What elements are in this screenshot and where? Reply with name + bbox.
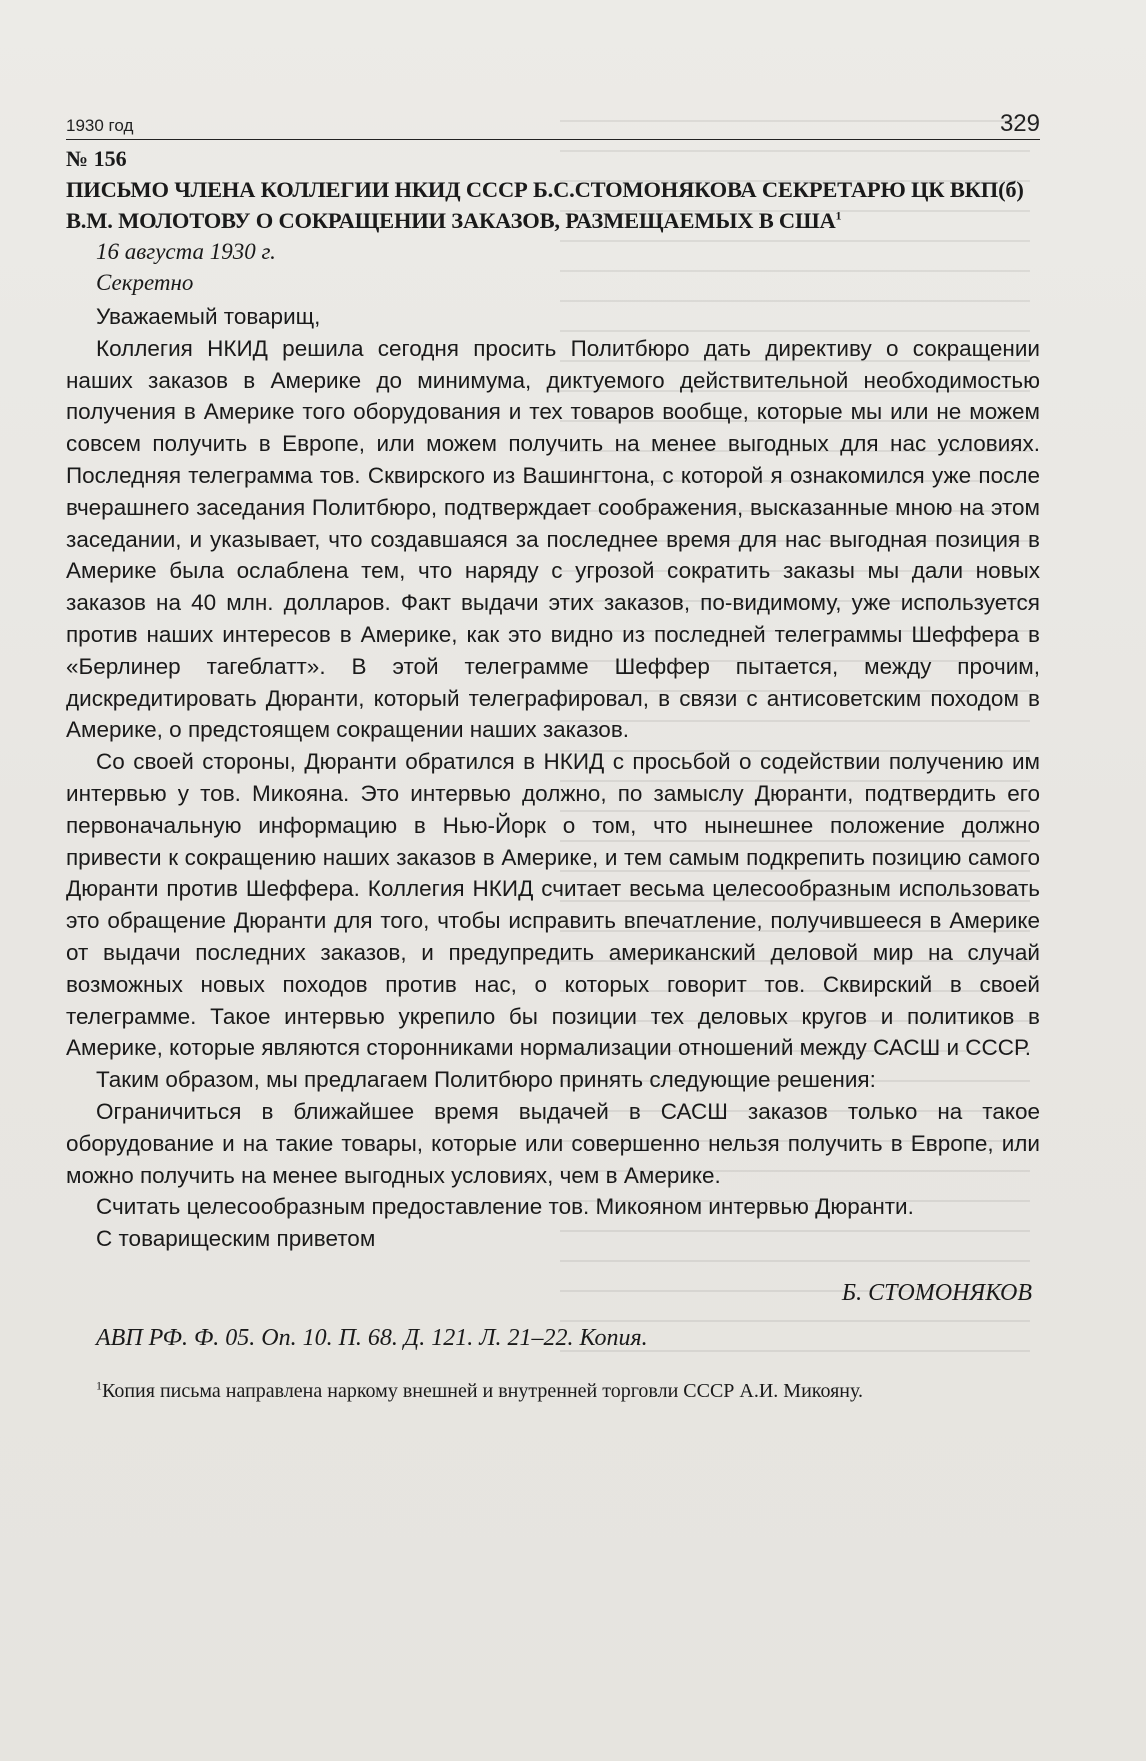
document-number: № 156 <box>66 146 127 171</box>
page-number: 329 <box>999 110 1040 137</box>
running-header-year: 1930 год <box>66 116 134 135</box>
paragraph: Таким образом, мы предлагаем Политбюро принять следующие решения: <box>96 1067 876 1093</box>
footnote-text: Копия письма направлена наркому внешней и внутренней торговли СССР А.И. Микояну. <box>102 1379 864 1402</box>
paragraph: Ограничиться в ближайшее время выдачей в САСШ заказов только на такое оборудование и на такие товары, которые или совершенно нельзя получить в Европе, или можно получить на менее выгодных условиях, чем в Америке. <box>66 1098 1040 1188</box>
letter-body <box>66 301 1040 1255</box>
paragraph-closing: С товарищеским приветом <box>96 1226 376 1252</box>
footnote <box>66 1378 1040 1405</box>
document-title <box>66 174 1040 236</box>
document-title-text: ПИСЬМО ЧЛЕНА КОЛЛЕГИИ НКИД СССР Б.С.СТОМОНЯКОВА СЕКРЕТАРЮ ЦК ВКП(б) В.М. МОЛОТОВУ О СОКРАЩЕНИИ ЗАКАЗОВ, РАЗМЕЩАЕМЫХ В США <box>66 177 1024 233</box>
signature: Б. СТОМОНЯКОВ <box>841 1279 1032 1306</box>
classification-label: Секретно <box>96 270 194 295</box>
running-header <box>66 103 1040 140</box>
footnote-mark: 1 <box>96 1378 102 1393</box>
document-content <box>66 143 1040 1405</box>
paragraph: Коллегия НКИД решила сегодня просить Политбюро дать директиву о сокращении наших заказов в Америке до минимума, диктуемого действительной необходимостью получения в Америке того оборудования и тех товаров вообще, которые мы или не можем совсем получить в Европе, или можем получить на менее выгодных для нас условиях. Последняя телеграмма тов. Сквирского из Вашингтона, с которой я ознакомился уже после вчерашнего заседания Политбюро, подтверждает соображения, высказанные мною на этом заседании, и указывает, что создавшаяся за последнее время для нас выгодная позиция в Америке была ослаблена тем, что наряду с угрозой сократить заказы мы дали новых заказов на 40 млн. долларов. Факт выдачи этих заказов, по-видимому, уже используется против наших интересов в Америке, как это видно из последней телеграммы Шеффера в «Берлинер тагеблатт». В этой телеграмме Шеффер пытается, между прочим, дискредитировать Дюранти, который телеграфировал, в связи с антисоветским походом в Америке, о предстоящем сокращении наших заказов. <box>66 335 1040 743</box>
title-footnote-mark: 1 <box>835 208 842 223</box>
paragraph: Считать целесообразным предоставление тов. Микояном интервью Дюранти. <box>96 1194 914 1220</box>
archive-reference: АВП РФ. Ф. 05. Оп. 10. П. 68. Д. 121. Л. 21–22. Копия. <box>96 1324 648 1351</box>
document-date: 16 августа 1930 г. <box>96 239 276 264</box>
paragraph-salutation: Уважаемый товарищ, <box>96 304 321 329</box>
paragraph: Со своей стороны, Дюранти обратился в НКИД с просьбой о содействии получению им интервью у тов. Микояна. Это интервью должно, по замыслу Дюранти, подтвердить его первоначальную информацию в Нью-Йорк о том, что нынешнее положение должно привести к сокращению наших заказов в Америке, и тем самым подкрепить позицию самого Дюранти против Шеффера. Коллегия НКИД считает весьма целесообразным использовать это обращение Дюранти для того, чтобы исправить впечатление, получившееся в Америке от выдачи последних заказов, и предупредить американский деловой мир на случай возможных новых походов против нас, о которых говорит тов. Сквирский в своей телеграмме. Такое интервью укрепило бы позиции тех деловых кругов и политиков в Америке, которые являются сторонниками нормализации отношений между САСШ и СССР. <box>66 749 1040 1061</box>
